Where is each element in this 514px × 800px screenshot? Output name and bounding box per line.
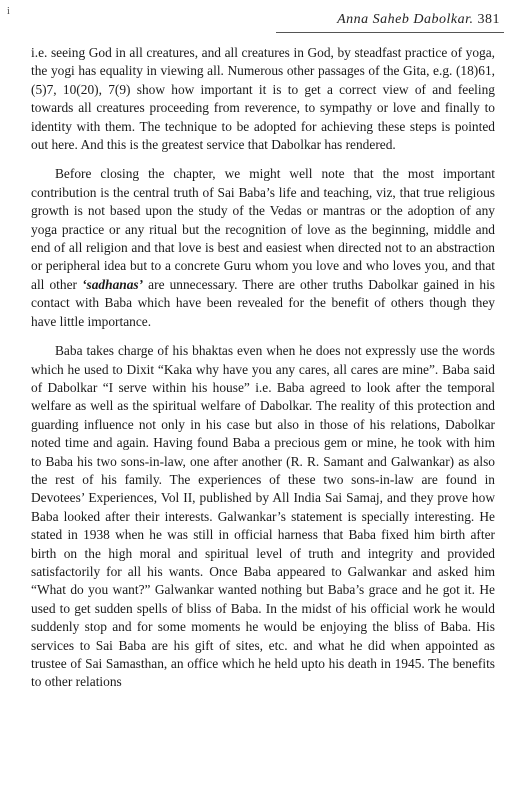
header-rule bbox=[276, 32, 504, 33]
page-header bbox=[0, 0, 514, 36]
paragraph-text: are unnecessary. There are other truths Dabolkar gained in his contact with Baba which have been revealed for the benefit of others though they have little importance. bbox=[31, 276, 496, 329]
paragraph-text: Before closing the chapter, we might well note that the most important contribution is the central truth of Sai Baba’s life and teaching, viz, that true religious growth is not based upon the study of the Vedas or mantras or the adoption of any yoga practice or any ritual but the recognition of love as the beginning, middle and end of all religion and that love is best and easiest when directed not to an abstraction or peripheral idea but to a concrete Guru whom you love and who loves you, and that all other bbox=[31, 166, 495, 292]
page-corner-mark: i bbox=[7, 6, 10, 17]
paragraph-closing-chapter bbox=[31, 165, 495, 331]
page-body bbox=[31, 44, 495, 692]
page-number: 381 bbox=[477, 12, 500, 27]
paragraph-baba-charge: Baba takes charge of his bhaktas even when he does not expressly use the words which he used to Dixit “Kaka why have you any cares, all cares are mine”. Baba said of Dabolkar “I serve within his house” i.e. Baba agreed to look after the temporal welfare as well as the spiritual welfare of Dabolkar. The reality of this protection and guarding influence not only in his case but also in those of his relations, Dabolkar noted time and again. Having found Baba a precious gem or mine, he took with him to Baba his two sons-in-law, one after another (R. R. Samant and Galwankar) as also the rest of his family. The experiences of these two sons-in-law are found in Devotees’ Experiences, Vol II, published by All India Sai Samaj, and they prove how Baba looked after their interests. Galwankar’s statement is specially interesting. He stated in 1938 when he was still in official harness that Baba fixed him birth after birth on the high moral and spiritual level of truth and integrity and provided satisfactorily for all his wants. Once Baba appeared to Galwankar and asked him “What do you want?” Galwankar wanted nothing but Baba’s grace and he got it. He used to get sudden spells of bliss of Baba. In the midst of his official work he would suddenly stop and for some moments he would be enjoying the bliss of Baba. His services to Sai Baba are his gift of sites, etc. and what he did when appointed as trustee of Sai Samasthan, an office which he held upto his death in 1945. The benefits to other relations bbox=[31, 343, 495, 690]
running-head bbox=[337, 12, 500, 28]
running-head-title: Anna Saheb Dabolkar. bbox=[337, 12, 474, 27]
emphasis-sadhanas: ‘sadhanas’ bbox=[82, 276, 144, 292]
paragraph-continuation: i.e. seeing God in all creatures, and all creatures in God, by steadfast practice of yoga, the yogi has equality in viewing all. Numerous other passages of the Gita, e.g. (18)61, (5)7, 10(20), 7(9) show how important it is to get a correct view of and feeling towards all creatures proceeding from reverence, to sympathy or love and finally to identity with them. The technique to be adopted for achieving these steps is pointed out here. And this is the greatest service that Dabolkar has rendered. bbox=[31, 45, 495, 153]
